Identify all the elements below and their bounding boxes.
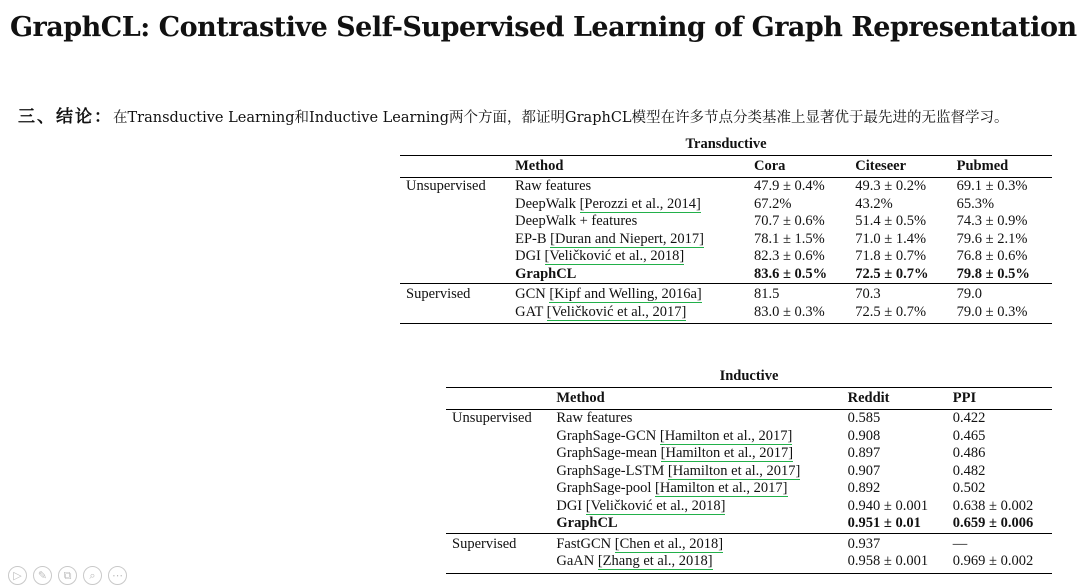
table-caption: Transductive xyxy=(685,136,767,152)
group-label xyxy=(446,445,550,463)
value-cell: 0.892 xyxy=(847,480,881,496)
value-cell: 71.0 ± 1.4% xyxy=(855,230,927,247)
method-name: GraphSage-mean xyxy=(556,445,661,461)
method-name: GraphSage-LSTM xyxy=(556,462,668,479)
inductive-table xyxy=(446,368,1052,574)
citation: [Chen et al., 2018] xyxy=(614,535,724,552)
table-row xyxy=(446,498,1052,516)
value-cell: 0.940 ± 0.001 xyxy=(847,497,929,514)
citation: [Veličković et al., 2018] xyxy=(544,248,685,264)
value-cell: 0.908 xyxy=(847,427,881,444)
pen-icon[interactable]: ✎ xyxy=(33,566,52,585)
conclusion-text: 在Transductive Learning和Inductive Learning两个方面，都证明GraphCL模型在许多节点分类基准上显著优于最先进的无监督学习。 xyxy=(113,110,1009,126)
group-label: Supervised xyxy=(400,284,509,304)
citation: [Hamilton et al., 2017] xyxy=(667,462,801,479)
value-cell: 79.0 xyxy=(951,284,1052,304)
table-row xyxy=(400,178,1052,196)
value-cell: 51.4 ± 0.5% xyxy=(855,213,927,229)
citation: [Zhang et al., 2018] xyxy=(597,553,713,569)
method-cell xyxy=(509,231,748,249)
citation: [Perozzi et al., 2014] xyxy=(579,195,701,212)
citation: [Veličković et al., 2017] xyxy=(546,303,687,320)
value-cell: 72.5 ± 0.7% xyxy=(849,304,950,324)
header-row xyxy=(446,387,1052,410)
method-cell xyxy=(550,410,841,428)
method-name: EP-B xyxy=(515,230,551,247)
method-name: GAT xyxy=(515,303,547,320)
value-cell: 79.6 ± 2.1% xyxy=(956,230,1028,247)
value-cell: 0.969 ± 0.002 xyxy=(947,553,1052,573)
method-name: Raw features xyxy=(556,410,633,426)
value-cell: 69.1 ± 0.3% xyxy=(956,178,1028,194)
method-cell xyxy=(509,196,748,214)
value-cell: 0.958 ± 0.001 xyxy=(842,553,947,573)
table-row xyxy=(400,196,1052,214)
group-label xyxy=(446,515,550,533)
column-header: PPI xyxy=(947,387,1052,410)
value-cell: 79.8 ± 0.5% xyxy=(956,265,1030,282)
play-icon[interactable]: ▷ xyxy=(8,566,27,585)
method-cell xyxy=(550,498,841,516)
value-cell: 79.0 ± 0.3% xyxy=(951,304,1052,324)
group-label xyxy=(400,213,509,231)
value-cell: 67.2% xyxy=(753,195,792,212)
method-name: GraphSage-pool xyxy=(556,480,656,496)
table-row xyxy=(400,213,1052,231)
value-cell: 81.5 xyxy=(748,284,849,304)
zoom-icon[interactable]: ⌕ xyxy=(83,566,102,585)
value-cell: 83.0 ± 0.3% xyxy=(748,304,849,324)
citation: [Veličković et al., 2018] xyxy=(585,497,726,514)
value-cell: 0.502 xyxy=(952,480,986,496)
header-row xyxy=(400,155,1052,178)
method-cell xyxy=(550,553,841,573)
column-header: Method xyxy=(550,387,841,410)
value-cell: 0.486 xyxy=(952,445,986,461)
column-header: Reddit xyxy=(842,387,947,410)
method-cell xyxy=(509,178,748,196)
column-header: Cora xyxy=(748,155,849,178)
table-row xyxy=(446,445,1052,463)
citation: [Hamilton et al., 2017] xyxy=(655,480,788,496)
method-name: DeepWalk xyxy=(515,195,580,212)
value-cell: 82.3 ± 0.6% xyxy=(753,248,825,264)
value-cell: 83.6 ± 0.5% xyxy=(753,265,828,282)
method-name: GraphSage-GCN xyxy=(556,427,660,444)
method-name: GraphCL xyxy=(556,515,618,531)
column-header: Method xyxy=(509,155,748,178)
value-cell: — xyxy=(947,533,1052,553)
method-cell xyxy=(509,213,748,231)
transductive-table xyxy=(400,136,1052,324)
group-label xyxy=(400,196,509,214)
table-row xyxy=(446,480,1052,498)
value-cell: 0.951 ± 0.01 xyxy=(847,515,921,531)
value-cell: 70.7 ± 0.6% xyxy=(753,213,825,229)
method-name: DGI xyxy=(556,497,586,514)
method-cell xyxy=(550,428,841,446)
method-cell xyxy=(509,284,748,304)
method-cell xyxy=(550,515,841,533)
value-cell: 74.3 ± 0.9% xyxy=(956,213,1028,229)
column-header: Pubmed xyxy=(951,155,1052,178)
value-cell: 70.3 xyxy=(849,284,950,304)
column-header: Citeseer xyxy=(849,155,950,178)
value-cell: 0.585 xyxy=(847,410,881,426)
value-cell: 43.2% xyxy=(855,195,893,212)
method-cell xyxy=(550,463,841,481)
citation: [Hamilton et al., 2017] xyxy=(660,445,794,461)
page-title: GraphCL: Contrastive Self-Supervised Learning of Graph Representation xyxy=(10,12,1077,43)
value-cell: 0.897 xyxy=(847,445,881,461)
method-cell xyxy=(550,445,841,463)
value-cell: 0.422 xyxy=(952,410,986,426)
slide-toolbar xyxy=(8,566,127,585)
method-cell xyxy=(509,304,748,324)
value-cell: 0.907 xyxy=(847,462,881,479)
table-row xyxy=(446,428,1052,446)
value-cell: 0.937 xyxy=(842,533,947,553)
table-row xyxy=(446,410,1052,428)
conclusion-heading: 三、结论： xyxy=(18,107,113,127)
table-row xyxy=(400,248,1052,266)
group-label xyxy=(446,553,550,573)
value-cell: 0.638 ± 0.002 xyxy=(952,497,1034,514)
value-cell: 71.8 ± 0.7% xyxy=(855,248,927,264)
group-label: Unsupervised xyxy=(452,410,532,426)
method-name: FastGCN xyxy=(556,535,615,552)
value-cell: 0.659 ± 0.006 xyxy=(952,515,1034,531)
value-cell: 0.465 xyxy=(952,427,986,444)
method-name: GaAN xyxy=(556,553,598,569)
value-cell: 49.3 ± 0.2% xyxy=(855,178,927,194)
group-label xyxy=(446,428,550,446)
value-cell: 65.3% xyxy=(956,195,995,212)
group-label: Supervised xyxy=(446,533,550,553)
value-cell: 78.1 ± 1.5% xyxy=(753,230,825,247)
value-cell: 72.5 ± 0.7% xyxy=(855,265,929,282)
method-name: DGI xyxy=(515,248,545,264)
method-cell xyxy=(550,533,841,553)
citation: [Duran and Niepert, 2017] xyxy=(550,230,704,247)
method-cell xyxy=(550,480,841,498)
citation: [Hamilton et al., 2017] xyxy=(659,427,793,444)
table-row xyxy=(446,463,1052,481)
group-label: Unsupervised xyxy=(406,178,486,194)
table-row xyxy=(446,533,1052,553)
group-label xyxy=(400,248,509,266)
method-name: Raw features xyxy=(515,178,592,194)
method-name: GraphCL xyxy=(515,265,577,282)
group-label xyxy=(446,498,550,516)
method-name: DeepWalk + features xyxy=(515,213,638,229)
method-cell xyxy=(509,248,748,266)
table-caption: Inductive xyxy=(719,368,779,384)
table-row xyxy=(446,553,1052,573)
group-label xyxy=(446,463,550,481)
more-icon[interactable]: ⋯ xyxy=(108,566,127,585)
conclusion-paragraph xyxy=(18,100,1078,135)
column-header xyxy=(446,387,550,410)
group-label xyxy=(400,266,509,284)
table-row xyxy=(446,515,1052,533)
value-cell: 0.482 xyxy=(952,462,986,479)
column-header xyxy=(400,155,509,178)
group-label xyxy=(446,480,550,498)
method-cell xyxy=(509,266,748,284)
table-row xyxy=(400,231,1052,249)
group-label xyxy=(400,304,509,324)
table-row xyxy=(400,266,1052,284)
copy-icon[interactable]: ⧉ xyxy=(58,566,77,585)
table-row xyxy=(400,304,1052,324)
value-cell: 47.9 ± 0.4% xyxy=(753,178,825,194)
group-label xyxy=(400,231,509,249)
citation: [Kipf and Welling, 2016a] xyxy=(549,286,702,302)
value-cell: 76.8 ± 0.6% xyxy=(956,248,1028,264)
table-row xyxy=(400,284,1052,304)
method-name: GCN xyxy=(515,286,550,302)
